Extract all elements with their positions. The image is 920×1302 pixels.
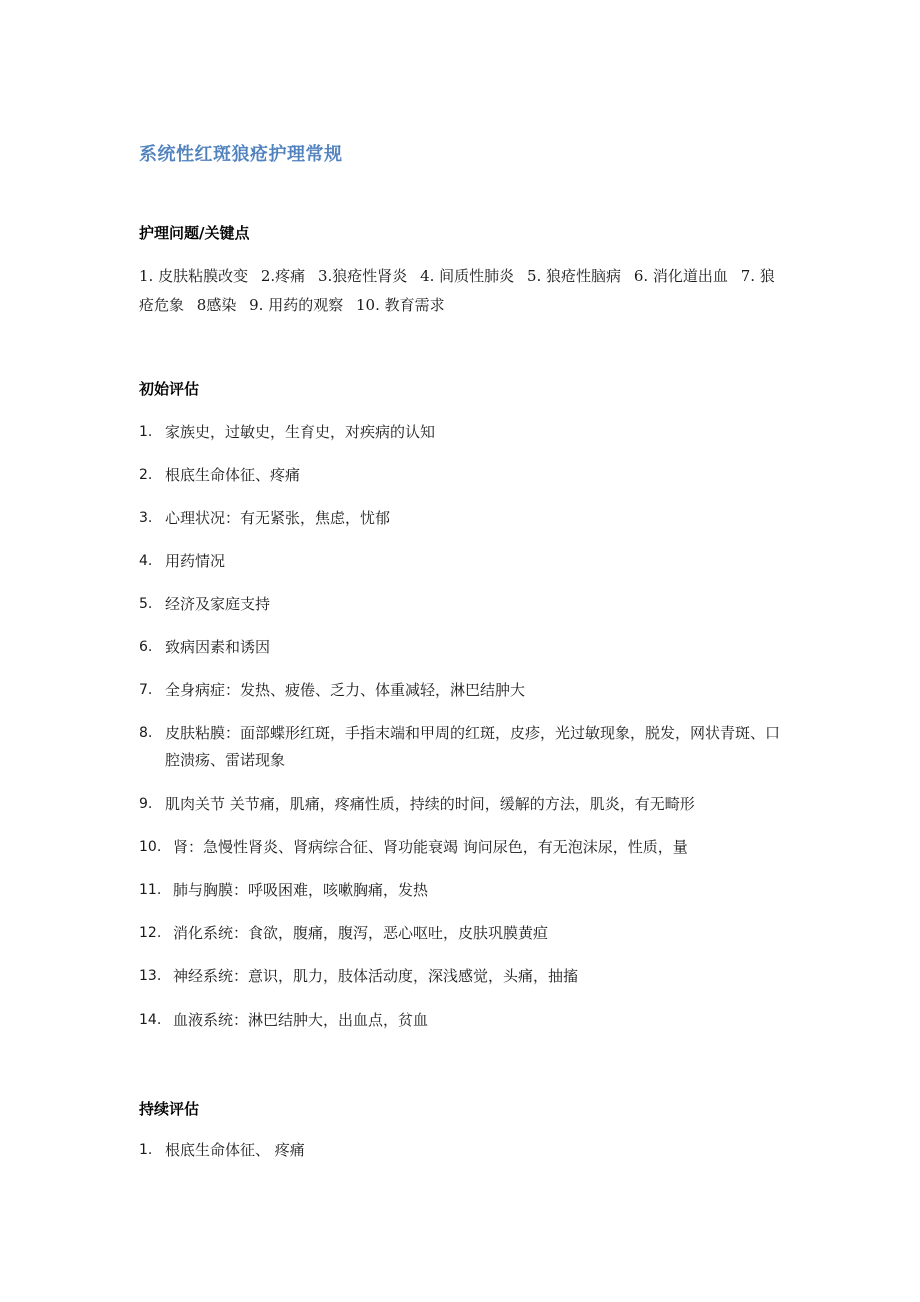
list-item-number: 7. <box>139 682 153 698</box>
key-point-item: 9. 用药的观察 <box>249 296 344 314</box>
list-item <box>139 634 789 661</box>
key-point-item: 10. 教育需求 <box>356 296 445 314</box>
list-item-text: 家族史，过敏史，生育史，对疾病的认知 <box>165 423 436 441</box>
list-item-number: 3. <box>139 510 153 526</box>
list-item-number: 11. <box>139 882 162 898</box>
list-item-number: 1. <box>139 1142 153 1158</box>
list-item-number: 10. <box>139 839 162 855</box>
key-points-list <box>139 262 789 320</box>
key-points-heading: 护理问题/关键点 <box>139 224 250 242</box>
list-item-text: 消化系统：食欲，腹痛，腹泻，恶心呕吐，皮肤巩膜黄疸 <box>173 924 549 942</box>
list-item-text: 肌肉关节 关节痛，肌痛，疼痛性质，持续的时间，缓解的方法，肌炎，有无畸形 <box>165 795 695 813</box>
list-item <box>139 720 789 774</box>
list-item <box>139 419 789 446</box>
initial-assessment-heading: 初始评估 <box>139 380 200 398</box>
list-item <box>139 963 789 990</box>
list-item-text: 全身病症：发热、疲倦、乏力、体重减轻，淋巴结肿大 <box>165 681 526 699</box>
key-point-item: 3.狼疮性肾炎 <box>317 267 408 285</box>
list-item-number: 14. <box>139 1012 162 1028</box>
list-item-number: 8. <box>139 725 153 741</box>
list-item <box>139 1007 789 1034</box>
list-item-text: 皮肤粘膜：面部蝶形红斑，手指末端和甲周的红斑，皮疹，光过敏现象，脱发，网状青斑、口腔溃疡、雷诺现象 <box>165 724 781 769</box>
key-point-item: 7. 狼疮危象 <box>139 267 775 314</box>
list-item-number: 5. <box>139 596 153 612</box>
list-item <box>139 505 789 532</box>
list-item-text: 肺与胸膜：呼吸困难，咳嗽胸痛，发热 <box>173 881 429 899</box>
list-item-text: 心理状况：有无紧张，焦虑，忧郁 <box>165 509 391 527</box>
list-item <box>139 834 789 861</box>
list-item <box>139 591 789 618</box>
list-item-text: 肾：急慢性肾炎、肾病综合征、肾功能衰竭 询问尿色，有无泡沫尿，性质，量 <box>173 838 688 856</box>
list-item-text: 神经系统：意识，肌力，肢体活动度，深浅感觉，头痛，抽搐 <box>173 967 579 985</box>
list-item <box>139 877 789 904</box>
list-item <box>139 548 789 575</box>
list-item <box>139 677 789 704</box>
key-point-item: 5. 狼疮性脑病 <box>526 267 622 285</box>
key-point-item: 4. 间质性肺炎 <box>420 267 515 285</box>
list-item-number: 2. <box>139 467 153 483</box>
key-point-item: 6. 消化道出血 <box>633 267 728 285</box>
document-title: 系统性红斑狼疮护理常规 <box>139 144 343 165</box>
list-item-text: 致病因素和诱因 <box>165 638 271 656</box>
list-item-number: 4. <box>139 553 153 569</box>
list-item-number: 9. <box>139 796 153 812</box>
list-item-number: 12. <box>139 925 162 941</box>
list-item <box>139 791 789 818</box>
list-item <box>139 1137 789 1164</box>
list-item <box>139 920 789 947</box>
key-point-item: 1. 皮肤粘膜改变 <box>139 267 249 285</box>
list-item-text: 根底生命体征、 疼痛 <box>165 1141 305 1159</box>
key-point-item: 2.疼痛 <box>260 267 306 285</box>
list-item-number: 13. <box>139 968 162 984</box>
list-item <box>139 462 789 489</box>
list-item-number: 1. <box>139 424 153 440</box>
list-item-text: 根底生命体征、疼痛 <box>165 466 301 484</box>
key-point-item: 8感染 <box>196 296 237 314</box>
list-item-number: 6. <box>139 639 153 655</box>
ongoing-assessment-heading: 持续评估 <box>139 1100 200 1118</box>
list-item-text: 用药情况 <box>165 552 226 570</box>
list-item-text: 经济及家庭支持 <box>165 595 271 613</box>
list-item-text: 血液系统：淋巴结肿大，出血点，贫血 <box>173 1011 429 1029</box>
